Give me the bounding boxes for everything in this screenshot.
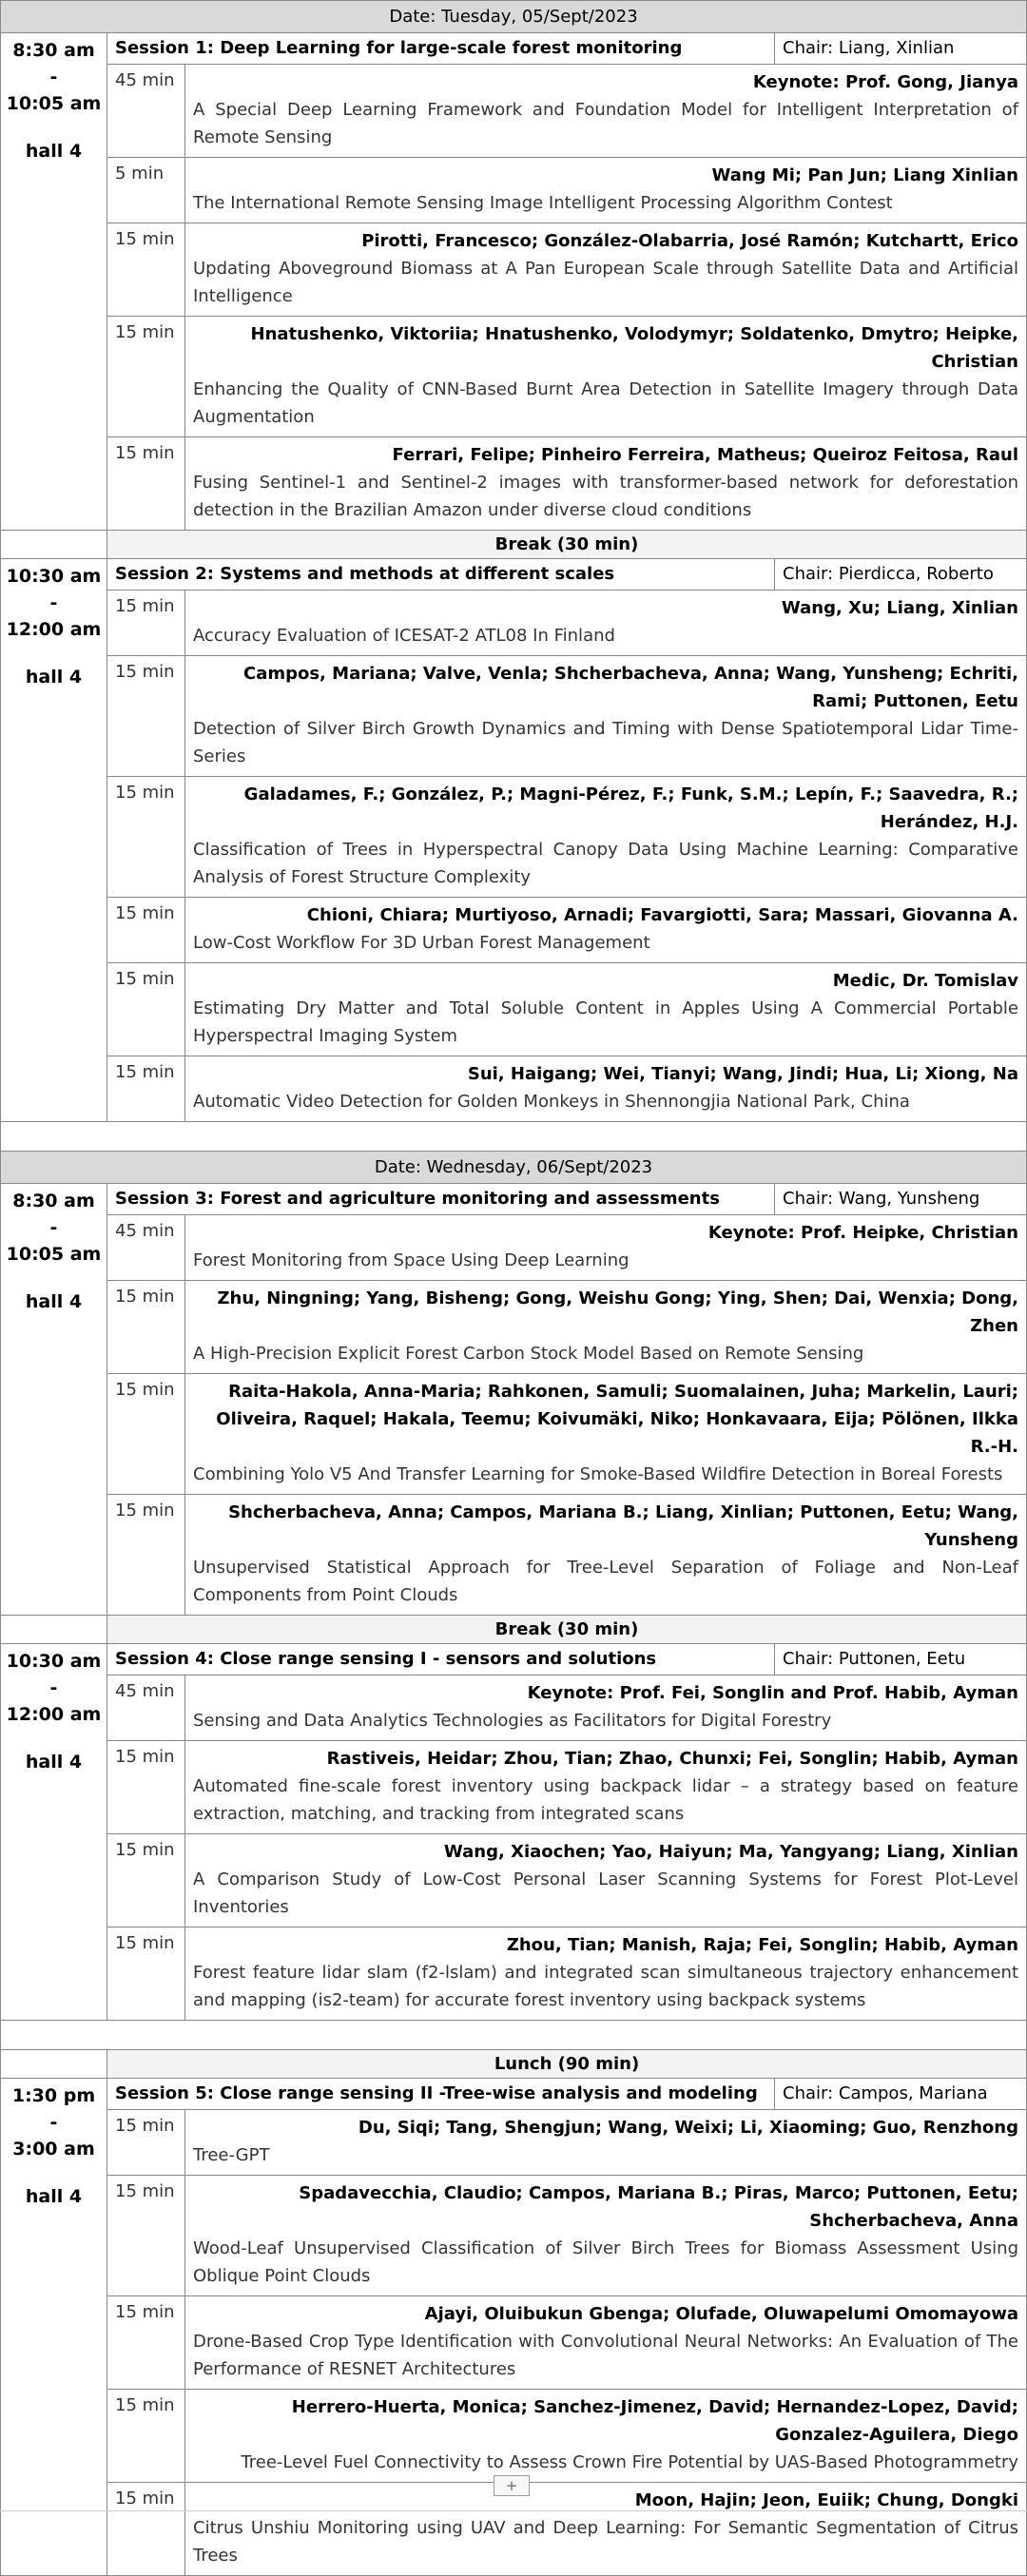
- session-chair: Chair: Pierdicca, Roberto: [775, 559, 1027, 591]
- session-chair: Chair: Campos, Mariana: [775, 2079, 1027, 2110]
- date-row: [1, 1152, 1027, 1184]
- talk-authors: Wang, Xiaochen; Yao, Haiyun; Ma, Yangyang; Liang, Xinlian: [443, 1842, 1018, 1862]
- session-time-cell: [1, 559, 107, 1122]
- time-dash: -: [49, 67, 58, 87]
- talk-title: Low-Cost Workflow For 3D Urban Forest Management: [193, 933, 650, 953]
- talk-title: Tree-Level Fuel Connectivity to Assess Crown Fire Potential by UAS-Based Photogrammetry: [241, 2452, 1018, 2472]
- talk-authors: Hnatushenko, Viktoriia; Hnatushenko, Volodymyr; Soldatenko, Dmytro; Heipke, Christian: [250, 324, 1018, 372]
- talk-row: [1, 2110, 1027, 2176]
- time-dash: -: [49, 2112, 58, 2133]
- session-row: [1, 559, 1027, 591]
- session-time-cell: [1, 1644, 107, 2021]
- time-start: 10:30 am: [6, 1651, 102, 1672]
- talk-authors: Wang Mi; Pan Jun; Liang Xinlian: [711, 165, 1018, 185]
- talk-authors: Shcherbacheva, Anna; Campos, Mariana B.; Liang, Xinlian; Puttonen, Eetu; Wang, Yunsheng: [228, 1502, 1018, 1550]
- hall-label: hall 4: [25, 2186, 83, 2207]
- talk-row: [1, 777, 1027, 898]
- time-start: 1:30 pm: [11, 2085, 96, 2106]
- time-dash: -: [49, 1677, 58, 1698]
- date-header: Date: Tuesday, 05/Sept/2023: [1, 1, 1027, 33]
- talk-row: [1, 963, 1027, 1056]
- talk-title: Combining Yolo V5 And Transfer Learning for Smoke-Based Wildfire Detection in Boreal Forests: [193, 1464, 1003, 1484]
- talk-duration: 15 min: [107, 437, 185, 531]
- hall-label: hall 4: [25, 667, 83, 688]
- talk-title: Fusing Sentinel-1 and Sentinel-2 images with transformer-based network for deforestation detection in the Brazilian Amazon under diverse cloud conditions: [193, 473, 1018, 520]
- talk-authors: Medic, Dr. Tomislav: [832, 971, 1018, 991]
- talk-authors: Keynote: Prof. Fei, Songlin and Prof. Habib, Ayman: [527, 1683, 1018, 1703]
- talk-title: Automatic Video Detection for Golden Monkeys in Shennongjia National Park, China: [193, 1092, 910, 1112]
- break-label: Break (30 min): [107, 531, 1027, 559]
- session-row: [1, 1184, 1027, 1215]
- talk-duration: 15 min: [107, 1056, 185, 1122]
- session-title: Session 2: Systems and methods at different scales: [107, 559, 775, 591]
- talk-title: Tree-GPT: [193, 2145, 270, 2165]
- break-time-cell: [1, 1616, 107, 1644]
- talk-cell: [185, 1215, 1027, 1281]
- talk-cell: [185, 591, 1027, 656]
- talk-title: Forest Monitoring from Space Using Deep Learning: [193, 1250, 630, 1270]
- session-title: Session 3: Forest and agriculture monitoring and assessments: [107, 1184, 775, 1215]
- talk-row: [1, 1927, 1027, 2021]
- talk-cell: [185, 437, 1027, 531]
- session-time-cell: [1, 33, 107, 531]
- hall-label: hall 4: [25, 1291, 83, 1312]
- talk-cell: [185, 2110, 1027, 2176]
- talk-row: [1, 898, 1027, 963]
- hall-label: hall 4: [25, 1752, 83, 1772]
- talk-row: [1, 2296, 1027, 2390]
- talk-row: [1, 1056, 1027, 1122]
- talk-title: Updating Aboveground Biomass at A Pan European Scale through Satellite Data and Artificial Intelligence: [193, 259, 1018, 306]
- talk-authors: Keynote: Prof. Heipke, Christian: [707, 1223, 1018, 1243]
- talk-row: [1, 317, 1027, 437]
- talk-title: Wood-Leaf Unsupervised Classification of Silver Birch Trees for Biomass Assessment Using Oblique Point Clouds: [193, 2238, 1018, 2286]
- talk-cell: [185, 317, 1027, 437]
- talk-cell: [185, 1834, 1027, 1927]
- talk-authors: Zhu, Ningning; Yang, Bisheng; Gong, Weishu Gong; Ying, Shen; Dai, Wenxia; Dong, Zhen: [217, 1288, 1018, 1336]
- session-row: [1, 1644, 1027, 1675]
- spacer-row: [1, 2021, 1027, 2050]
- break-time-cell: [1, 2050, 107, 2079]
- talk-authors: Ajayi, Oluibukun Gbenga; Olufade, Oluwapelumi Omomayowa: [424, 2304, 1018, 2324]
- time-dash: -: [49, 1217, 58, 1238]
- session-chair: Chair: Liang, Xinlian: [775, 33, 1027, 65]
- talk-title: A High-Precision Explicit Forest Carbon Stock Model Based on Remote Sensing: [193, 1344, 864, 1364]
- talk-cell: [185, 1675, 1027, 1741]
- talk-cell: [185, 963, 1027, 1056]
- talk-title: Accuracy Evaluation of ICESAT-2 ATL08 In Finland: [193, 626, 615, 646]
- talk-row: [1, 656, 1027, 777]
- talk-authors: Rastiveis, Heidar; Zhou, Tian; Zhao, Chunxi; Fei, Songlin; Habib, Ayman: [326, 1749, 1018, 1769]
- time-dash: -: [49, 592, 58, 613]
- time-end: 12:00 am: [6, 619, 102, 640]
- time-end: 12:00 am: [6, 1704, 102, 1725]
- talk-duration: 15 min: [107, 1741, 185, 1834]
- time-end: 3:00 am: [12, 2139, 95, 2160]
- talk-authors: Spadavecchia, Claudio; Campos, Mariana B.; Piras, Marco; Puttonen, Eetu; Shcherbacheva, Anna: [299, 2183, 1018, 2231]
- session-chair: Chair: Wang, Yunsheng: [775, 1184, 1027, 1215]
- talk-row: [1, 223, 1027, 317]
- time-end: 10:05 am: [6, 93, 102, 114]
- talk-authors: Pirotti, Francesco; González-Olabarria, José Ramón; Kutchartt, Erico: [361, 231, 1018, 251]
- talk-duration: 45 min: [107, 65, 185, 158]
- spacer-cell: [1, 2021, 1027, 2050]
- talk-cell: [185, 656, 1027, 777]
- talk-duration: 15 min: [107, 1281, 185, 1374]
- talk-duration: 15 min: [107, 898, 185, 963]
- talk-row: [1, 158, 1027, 223]
- talk-title: Classification of Trees in Hyperspectral Canopy Data Using Machine Learning: Comparative Analysis of Forest Structure Complexity: [193, 840, 1018, 887]
- talk-duration: 45 min: [107, 1675, 185, 1741]
- break-time-cell: [1, 531, 107, 559]
- talk-duration: 15 min: [107, 777, 185, 898]
- talk-cell: [185, 65, 1027, 158]
- talk-duration: 15 min: [107, 963, 185, 1056]
- talk-cell: [185, 158, 1027, 223]
- session-row: [1, 2079, 1027, 2110]
- talk-title: Drone-Based Crop Type Identification with Convolutional Neural Networks: An Evaluation of The Performance of RESNET Architectures: [193, 2332, 1018, 2379]
- date-header: Date: Wednesday, 06/Sept/2023: [1, 1152, 1027, 1184]
- talk-cell: [185, 1374, 1027, 1495]
- talk-authors: Campos, Mariana; Valve, Venla; Shcherbacheva, Anna; Wang, Yunsheng; Echriti, Rami; Puttonen, Eetu: [242, 664, 1018, 711]
- break-row: [1, 1616, 1027, 1644]
- talk-row: [1, 437, 1027, 531]
- talk-row: [1, 2176, 1027, 2296]
- break-label: Break (30 min): [107, 1616, 1027, 1644]
- talk-title: The International Remote Sensing Image Intelligent Processing Algorithm Contest: [193, 193, 893, 213]
- spacer-cell: [1, 1122, 1027, 1152]
- talk-cell: [185, 2483, 1027, 2576]
- talk-row: [1, 1675, 1027, 1741]
- talk-authors: Chioni, Chiara; Murtiyoso, Arnadi; Favargiotti, Sara; Massari, Giovanna A.: [306, 905, 1018, 925]
- talk-row: [1, 1495, 1027, 1616]
- talk-title: A Comparison Study of Low-Cost Personal Laser Scanning Systems for Forest Plot-Level Inventories: [193, 1869, 1018, 1917]
- talk-title: Unsupervised Statistical Approach for Tree-Level Separation of Foliage and Non-Leaf Components from Point Clouds: [193, 1558, 1018, 1605]
- talk-cell: [185, 223, 1027, 317]
- talk-authors: Herrero-Huerta, Monica; Sanchez-Jimenez, David; Hernandez-Lopez, David; Gonzalez-Aguilera, Diego: [291, 2397, 1018, 2445]
- talk-cell: [185, 1281, 1027, 1374]
- break-row: [1, 2050, 1027, 2079]
- session-title: Session 1: Deep Learning for large-scale forest monitoring: [107, 33, 775, 65]
- talk-row: [1, 2483, 1027, 2576]
- talk-title: Forest feature lidar slam (f2-lslam) and integrated scan simultaneous trajectory enhancement and mapping (is2-team) for accurate forest inventory using backpack systems: [193, 1963, 1018, 2010]
- page-bottom-divider: [0, 2510, 1027, 2511]
- talk-cell: [185, 898, 1027, 963]
- session-row: [1, 33, 1027, 65]
- talk-row: [1, 2390, 1027, 2483]
- time-start: 10:30 am: [6, 566, 102, 587]
- talk-duration: 15 min: [107, 2176, 185, 2296]
- talk-cell: [185, 1927, 1027, 2021]
- talk-cell: [185, 2296, 1027, 2390]
- talk-cell: [185, 1056, 1027, 1122]
- talk-row: [1, 1834, 1027, 1927]
- talk-row: [1, 1374, 1027, 1495]
- talk-row: [1, 1215, 1027, 1281]
- talk-authors: Zhou, Tian; Manish, Raja; Fei, Songlin; Habib, Ayman: [506, 1935, 1018, 1955]
- talk-duration: 15 min: [107, 1927, 185, 2021]
- talk-authors: Wang, Xu; Liang, Xinlian: [781, 598, 1018, 618]
- talk-duration: 15 min: [107, 2483, 185, 2576]
- session-time-cell: [1, 2079, 107, 2576]
- talk-duration: 15 min: [107, 591, 185, 656]
- talk-cell: [185, 2176, 1027, 2296]
- talk-authors: Raita-Hakola, Anna-Maria; Rahkonen, Samuli; Suomalainen, Juha; Markelin, Lauri; Oliveira, Raquel; Hakala, Teemu; Koivumäki, Niko; Honkavaara, Eija; Pölönen, Ilkka R.-H.: [216, 1382, 1018, 1457]
- talk-authors: Moon, Hajin; Jeon, Euiik; Chung, Dongki: [634, 2490, 1018, 2510]
- talk-cell: [185, 777, 1027, 898]
- talk-title: Automated fine-scale forest inventory using backpack lidar – a strategy based on feature extraction, matching, and tracking from integrated scans: [193, 1776, 1018, 1824]
- talk-authors: Ferrari, Felipe; Pinheiro Ferreira, Matheus; Queiroz Feitosa, Raul: [392, 445, 1018, 465]
- talk-duration: 5 min: [107, 158, 185, 223]
- session-chair: Chair: Puttonen, Eetu: [775, 1644, 1027, 1675]
- talk-authors: Du, Siqi; Tang, Shengjun; Wang, Weixi; Li, Xiaoming; Guo, Renzhong: [358, 2118, 1018, 2138]
- spacer-row: [1, 1122, 1027, 1152]
- hall-label: hall 4: [25, 141, 83, 162]
- talk-duration: 15 min: [107, 2110, 185, 2176]
- talk-row: [1, 591, 1027, 656]
- talk-authors: Sui, Haigang; Wei, Tianyi; Wang, Jindi; Hua, Li; Xiong, Na: [467, 1064, 1018, 1084]
- talk-title: A Special Deep Learning Framework and Foundation Model for Intelligent Interpretation of Remote Sensing: [193, 100, 1018, 147]
- session-time-cell: [1, 1184, 107, 1616]
- talk-duration: 15 min: [107, 1834, 185, 1927]
- talk-authors: Galadames, F.; González, P.; Magni-Pérez, F.; Funk, S.M.; Lepín, F.; Saavedra, R.; Herández, H.J.: [243, 784, 1018, 832]
- talk-duration: 15 min: [107, 656, 185, 777]
- talk-row: [1, 1281, 1027, 1374]
- talk-duration: 15 min: [107, 1374, 185, 1495]
- talk-title: Detection of Silver Birch Growth Dynamics and Timing with Dense Spatiotemporal Lidar Time-Series: [193, 719, 1018, 766]
- talk-row: [1, 65, 1027, 158]
- talk-row: [1, 1741, 1027, 1834]
- break-label: Lunch (90 min): [107, 2050, 1027, 2079]
- break-row: [1, 531, 1027, 559]
- talk-duration: 15 min: [107, 1495, 185, 1616]
- time-start: 8:30 am: [12, 40, 95, 61]
- talk-duration: 15 min: [107, 2296, 185, 2390]
- talk-duration: 15 min: [107, 223, 185, 317]
- talk-title: Sensing and Data Analytics Technologies as Facilitators for Digital Forestry: [193, 1711, 832, 1731]
- time-start: 8:30 am: [12, 1191, 95, 1211]
- add-row-button[interactable]: +: [494, 2475, 530, 2496]
- date-row: [1, 1, 1027, 33]
- talk-cell: [185, 1495, 1027, 1616]
- talk-cell: [185, 2390, 1027, 2483]
- talk-title: Estimating Dry Matter and Total Soluble Content in Apples Using A Commercial Portable Hyperspectral Imaging System: [193, 998, 1018, 1046]
- talk-duration: 45 min: [107, 1215, 185, 1281]
- talk-authors: Keynote: Prof. Gong, Jianya: [752, 72, 1018, 92]
- talk-title: Citrus Unshiu Monitoring using UAV and Deep Learning: For Semantic Segmentation of Citrus Trees: [193, 2518, 1018, 2566]
- talk-title: Enhancing the Quality of CNN-Based Burnt Area Detection in Satellite Imagery through Data Augmentation: [193, 379, 1018, 427]
- time-end: 10:05 am: [6, 1244, 102, 1265]
- talk-duration: 15 min: [107, 2390, 185, 2483]
- session-title: Session 4: Close range sensing I - sensors and solutions: [107, 1644, 775, 1675]
- talk-cell: [185, 1741, 1027, 1834]
- session-title: Session 5: Close range sensing II -Tree-wise analysis and modeling: [107, 2079, 775, 2110]
- talk-duration: 15 min: [107, 317, 185, 437]
